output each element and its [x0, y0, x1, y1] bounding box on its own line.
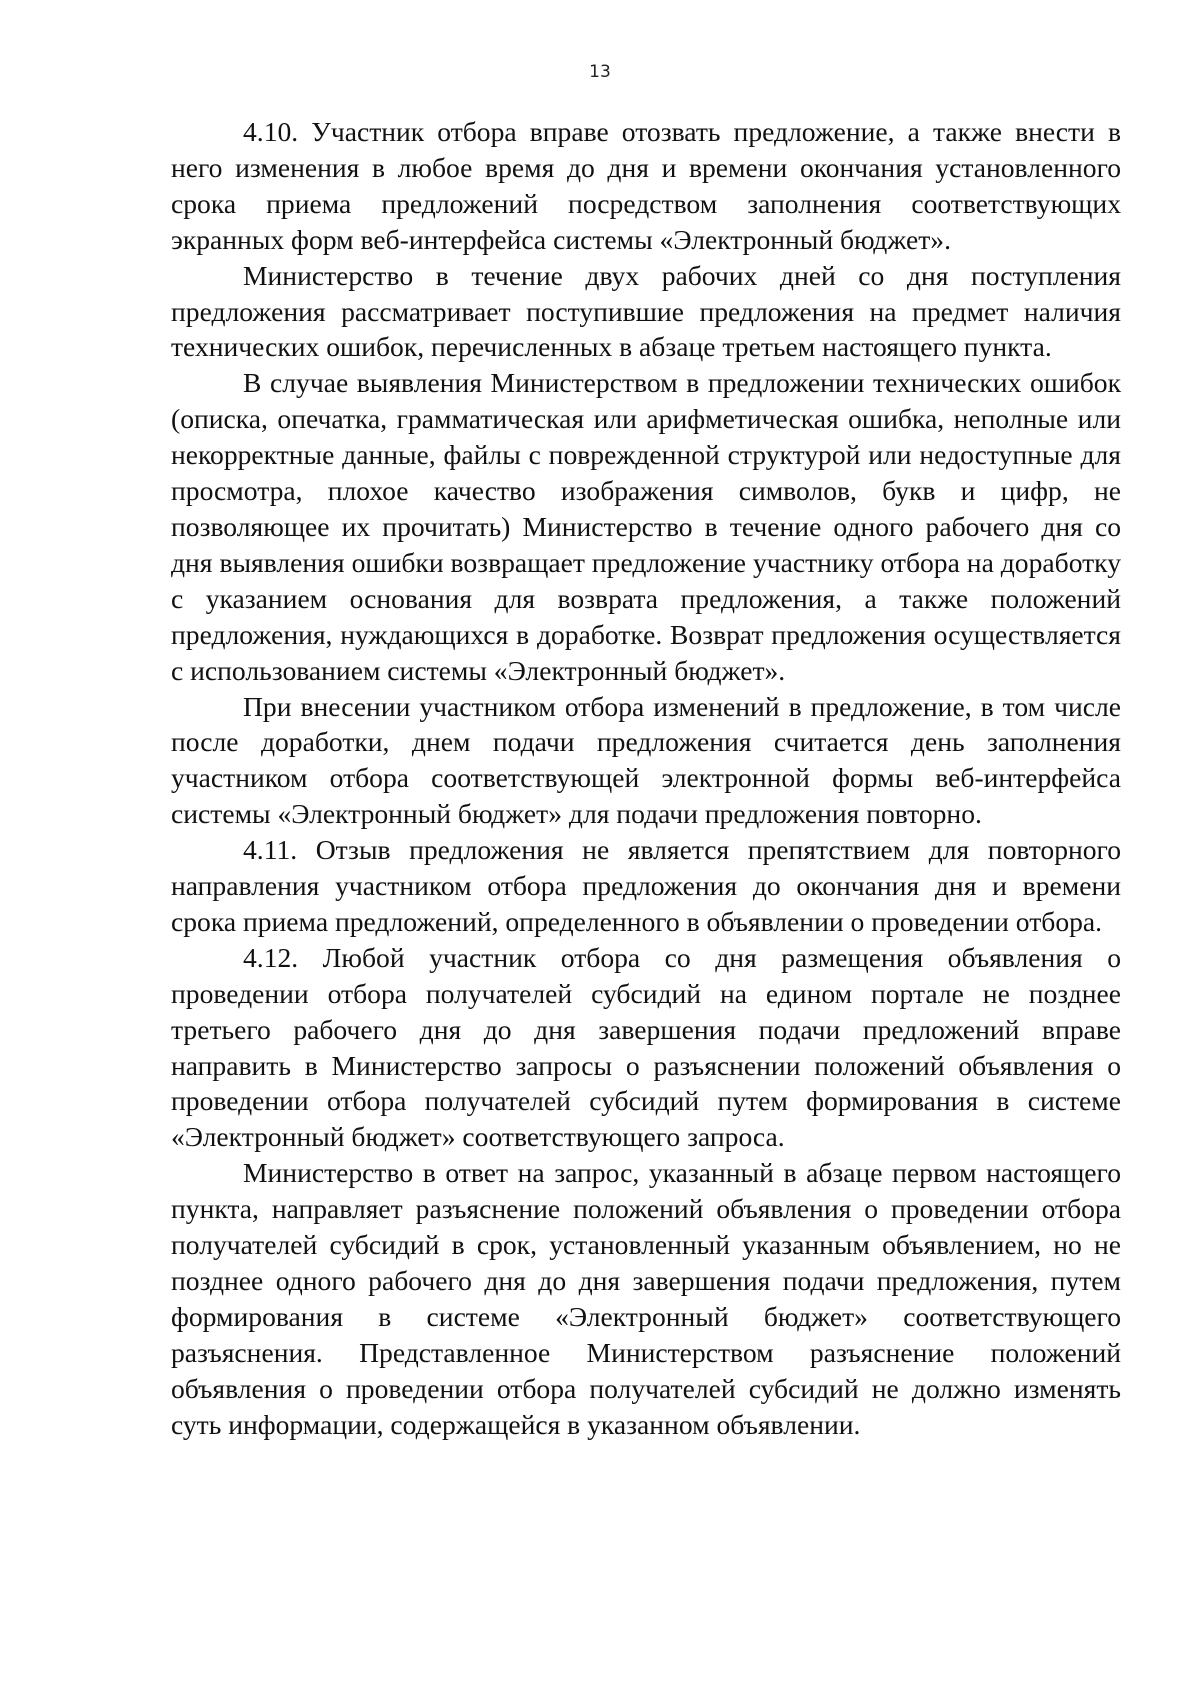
paragraph-review: Министерство в течение двух рабочих дней со дня поступления предложения рассматривает поступившие предложения на предмет наличия технических ошибок, перечисленных в абзаце третьем настоящего пункта.: [171, 259, 1121, 363]
paragraph-4-11: 4.11. Отзыв предложения не является препятствием для повторного направления участником отбора предложения до окончания дня и времени срока приема предложений, определенного в объявлении о проведении отбора.: [171, 834, 1121, 937]
paragraph-clarification: Министерство в ответ на запрос, указанный в абзаце первом настоящего пункта, направляет разъяснение положений объявления о проведении отбора получателей субсидий в срок, установленный указанным объявлением, но не позднее одного рабочего дня до дня завершения подачи предложения, путем формирования в системе «Электронный бюджет» соответствующего разъяснения. Представленное Министерством разъяснение положений объявления о проведении отбора получателей субсидий не должно изменять суть информации, содержащейся в указанном объявлении.: [171, 1157, 1121, 1440]
page-number: 13: [589, 62, 611, 82]
paragraph-technical-errors: В случае выявления Министерством в предложении технических ошибок (описка, опечатка, грамматическая или арифметическая ошибка, неполные или некорректные данные, файлы с поврежденной структурой или недоступные для просмотра, плохое качество изображения символов, букв и цифр, не позволяющее их прочитать) Министерство в течение одного рабочего дня со дня выявления ошибки возвращает предложение участнику отбора на доработку с указанием основания для возврата предложения, а также положений предложения, нуждающихся в доработке. Возврат предложения осуществляется с использованием системы «Электронный бюджет».: [171, 367, 1121, 686]
paragraph-4-12: 4.12. Любой участник отбора со дня размещения объявления о проведении отбора получателей субсидий на едином портале не позднее третьего рабочего дня до дня завершения подачи предложений вправе направить в Министерство запросы о разъяснении положений объявления о проведении отбора получателей субсидий путем формирования в системе «Электронный бюджет» соответствующего запроса.: [171, 941, 1121, 1153]
paragraph-4-10: 4.10. Участник отбора вправе отозвать предложение, а также внести в него изменения в любое время до дня и времени окончания установленного срока приема предложений посредством заполнения соответствующих экранных форм веб-интерфейса системы «Электронный бюджет».: [171, 116, 1121, 255]
document-body: [171, 114, 1121, 1443]
paragraph-changes: При внесении участником отбора изменений в предложение, в том числе после доработки, днем подачи предложения считается день заполнения участником отбора соответствующей электронной формы веб-интерфейса системы «Электронный бюджет» для подачи предложения повторно.: [171, 690, 1121, 830]
